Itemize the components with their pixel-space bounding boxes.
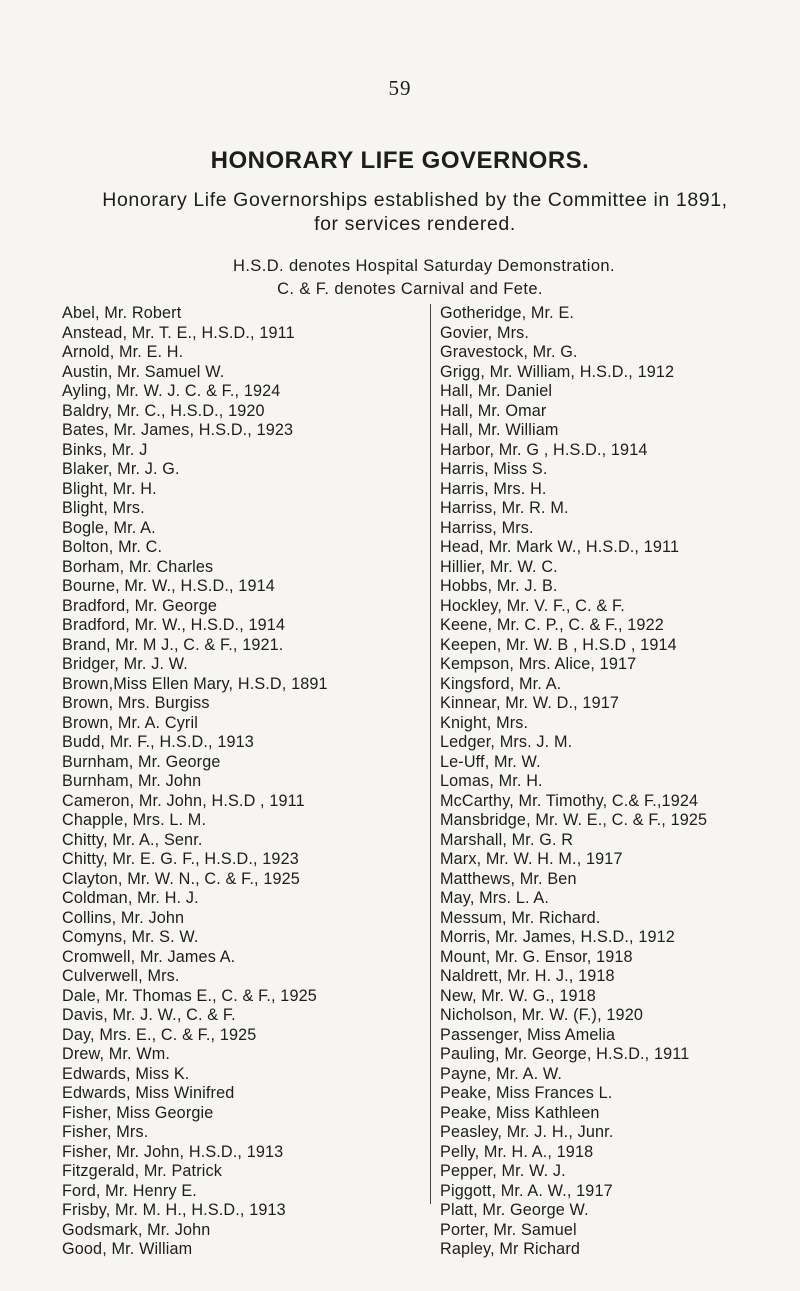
governor-entry: Anstead, Mr. T. E., H.S.D., 1911: [62, 323, 295, 342]
governor-entry: Binks, Mr. J: [62, 440, 148, 459]
governor-entry: Hobbs, Mr. J. B.: [440, 577, 558, 595]
governor-entry: Bourne, Mr. W., H.S.D., 1914: [62, 577, 275, 595]
governor-entry: Edwards, Miss K.: [62, 1064, 190, 1083]
governor-entry: Payne, Mr. A. W.: [440, 1064, 563, 1083]
governor-entry: Grigg, Mr. William, H.S.D., 1912: [440, 362, 675, 381]
governor-entry: Piggott, Mr. A. W., 1917: [440, 1181, 613, 1200]
page-number: 59: [388, 76, 412, 100]
governor-entry: Burnham, Mr. George: [62, 752, 221, 771]
governor-entry: Knight, Mrs.: [440, 713, 529, 732]
governor-entry: Ledger, Mrs. J. M.: [440, 733, 573, 751]
governor-entry: Peasley, Mr. J. H., Junr.: [440, 1123, 614, 1141]
governor-entry: Naldrett, Mr. H. J., 1918: [440, 967, 615, 985]
governor-entry: Hall, Mr. Omar: [440, 401, 547, 420]
governor-entry: Morris, Mr. James, H.S.D., 1912: [440, 928, 675, 946]
governor-entry: Hockley, Mr. V. F., C. & F.: [440, 596, 625, 615]
governor-entry: Culverwell, Mrs.: [62, 967, 180, 985]
governor-entry: Mount, Mr. G. Ensor, 1918: [440, 947, 633, 966]
governor-entry: Clayton, Mr. W. N., C. & F., 1925: [62, 869, 300, 888]
governor-entry: Brown, Mrs. Burgiss: [62, 694, 210, 712]
governor-entry: Keene, Mr. C. P., C. & F., 1922: [440, 616, 664, 634]
governor-entry: Harriss, Mrs.: [440, 518, 534, 537]
intro-text: Honorary Life Governorships established by the Committee in 1891, for services rendered.: [102, 189, 728, 235]
governor-entry: Collins, Mr. John: [62, 908, 185, 927]
governor-entry: Keepen, Mr. W. B , H.S.D , 1914: [440, 635, 677, 654]
governor-entry: Coldman, Mr. H. J.: [62, 889, 199, 907]
abbreviation-note-hsd: H.S.D. denotes Hospital Saturday Demonstration.: [233, 257, 615, 275]
governor-entry: Fitzgerald, Mr. Patrick: [62, 1162, 222, 1180]
page-title: HONORARY LIFE GOVERNORS.: [210, 147, 590, 174]
governor-entry: Harriss, Mr. R. M.: [440, 499, 569, 517]
governor-entry: Davis, Mr. J. W., C. & F.: [62, 1006, 236, 1024]
governor-entry: Edwards, Miss Winifred: [62, 1084, 235, 1102]
governor-entry: Arnold, Mr. E. H.: [62, 343, 184, 361]
governor-entry: Gotheridge, Mr. E.: [440, 304, 575, 322]
governor-entry: Bridger, Mr. J. W.: [62, 655, 188, 673]
governor-entry: Ford, Mr. Henry E.: [62, 1181, 197, 1200]
governor-entry: Brown, Mr. A. Cyril: [62, 713, 198, 732]
abbreviation-note-cf: C. & F. denotes Carnival and Fete.: [277, 280, 543, 298]
governor-entry: Drew, Mr. Wm.: [62, 1045, 171, 1063]
governor-entry: Comyns, Mr. S. W.: [62, 928, 199, 946]
governor-entry: Matthews, Mr. Ben: [440, 869, 577, 888]
governor-entry: Fisher, Mr. John, H.S.D., 1913: [62, 1142, 284, 1161]
governors-list-left: [62, 304, 428, 1260]
governor-entry: Chitty, Mr. E. G. F., H.S.D., 1923: [62, 850, 299, 868]
governor-entry: Chapple, Mrs. L. M.: [62, 811, 207, 829]
governor-entry: Bolton, Mr. C.: [62, 538, 163, 556]
governor-entry: Harris, Mrs. H.: [440, 479, 547, 498]
governor-entry: Bogle, Mr. A.: [62, 518, 156, 537]
governors-list-right: [440, 304, 785, 1260]
governor-entry: Marshall, Mr. G. R: [440, 830, 574, 849]
governor-entry: Godsmark, Mr. John: [62, 1220, 211, 1239]
governor-entry: Bates, Mr. James, H.S.D., 1923: [62, 421, 294, 439]
governor-entry: Fisher, Mrs.: [62, 1123, 149, 1141]
governor-entry: Gravestock, Mr. G.: [440, 343, 578, 361]
governor-entry: Mansbridge, Mr. W. E., C. & F., 1925: [440, 811, 708, 829]
governor-entry: Cromwell, Mr. James A.: [62, 947, 236, 966]
governor-entry: Kinnear, Mr. W. D., 1917: [440, 694, 620, 712]
governor-entry: Abel, Mr. Robert: [62, 304, 182, 322]
governor-entry: Baldry, Mr. C., H.S.D., 1920: [62, 401, 265, 420]
governor-entry: Bradford, Mr. W., H.S.D., 1914: [62, 616, 286, 634]
governor-entry: Lomas, Mr. H.: [440, 772, 543, 790]
governor-entry: Pauling, Mr. George, H.S.D., 1911: [440, 1045, 690, 1063]
governor-entry: Brand, Mr. M J., C. & F., 1921.: [62, 635, 284, 654]
governor-entry: Peake, Miss Frances L.: [440, 1084, 613, 1102]
governor-entry: Dale, Mr. Thomas E., C. & F., 1925: [62, 986, 317, 1005]
governor-entry: Peake, Miss Kathleen: [440, 1103, 600, 1122]
governor-entry: May, Mrs. L. A.: [440, 889, 549, 907]
governor-entry: Good, Mr. William: [62, 1240, 193, 1258]
governor-entry: Marx, Mr. W. H. M., 1917: [440, 850, 623, 868]
governor-entry: McCarthy, Mr. Timothy, C.& F.,1924: [440, 791, 699, 810]
governor-entry: Platt, Mr. George W.: [440, 1201, 589, 1219]
governor-entry: Blight, Mr. H.: [62, 479, 157, 498]
governor-entry: Kempson, Mrs. Alice, 1917: [440, 655, 637, 673]
governor-entry: Nicholson, Mr. W. (F.), 1920: [440, 1006, 644, 1024]
governor-entry: Frisby, Mr. M. H., H.S.D., 1913: [62, 1201, 286, 1219]
governor-entry: Hall, Mr. William: [440, 421, 559, 439]
governor-entry: Brown,Miss Ellen Mary, H.S.D, 1891: [62, 674, 328, 693]
governor-entry: Govier, Mrs.: [440, 323, 530, 342]
governor-entry: Kingsford, Mr. A.: [440, 674, 562, 693]
governor-entry: Porter, Mr. Samuel: [440, 1220, 577, 1239]
governor-entry: Pepper, Mr. W. J.: [440, 1162, 566, 1180]
governor-entry: Borham, Mr. Charles: [62, 557, 214, 576]
governor-entry: Pelly, Mr. H. A., 1918: [440, 1142, 594, 1161]
governor-entry: Harris, Miss S.: [440, 460, 548, 478]
governor-entry: Burnham, Mr. John: [62, 772, 202, 790]
governor-entry: Hall, Mr. Daniel: [440, 382, 553, 400]
governor-entry: New, Mr. W. G., 1918: [440, 986, 596, 1005]
governor-entry: Le-Uff, Mr. W.: [440, 752, 541, 771]
governor-entry: Rapley, Mr Richard: [440, 1240, 581, 1258]
governor-entry: Ayling, Mr. W. J. C. & F., 1924: [62, 382, 281, 400]
governor-entry: Messum, Mr. Richard.: [440, 908, 601, 927]
governor-entry: Head, Mr. Mark W., H.S.D., 1911: [440, 538, 680, 556]
governor-entry: Budd, Mr. F., H.S.D., 1913: [62, 733, 254, 751]
column-divider: [430, 304, 431, 1204]
governor-entry: Chitty, Mr. A., Senr.: [62, 830, 203, 849]
governor-entry: Hillier, Mr. W. C.: [440, 557, 558, 576]
governor-entry: Harbor, Mr. G , H.S.D., 1914: [440, 440, 648, 459]
governor-entry: Day, Mrs. E., C. & F., 1925: [62, 1025, 257, 1044]
governor-entry: Cameron, Mr. John, H.S.D , 1911: [62, 791, 305, 810]
governor-entry: Blight, Mrs.: [62, 499, 145, 517]
governor-entry: Passenger, Miss Amelia: [440, 1025, 616, 1044]
governor-entry: Fisher, Miss Georgie: [62, 1103, 214, 1122]
governor-entry: Austin, Mr. Samuel W.: [62, 362, 225, 381]
governor-entry: Blaker, Mr. J. G.: [62, 460, 180, 478]
governor-entry: Bradford, Mr. George: [62, 596, 218, 615]
